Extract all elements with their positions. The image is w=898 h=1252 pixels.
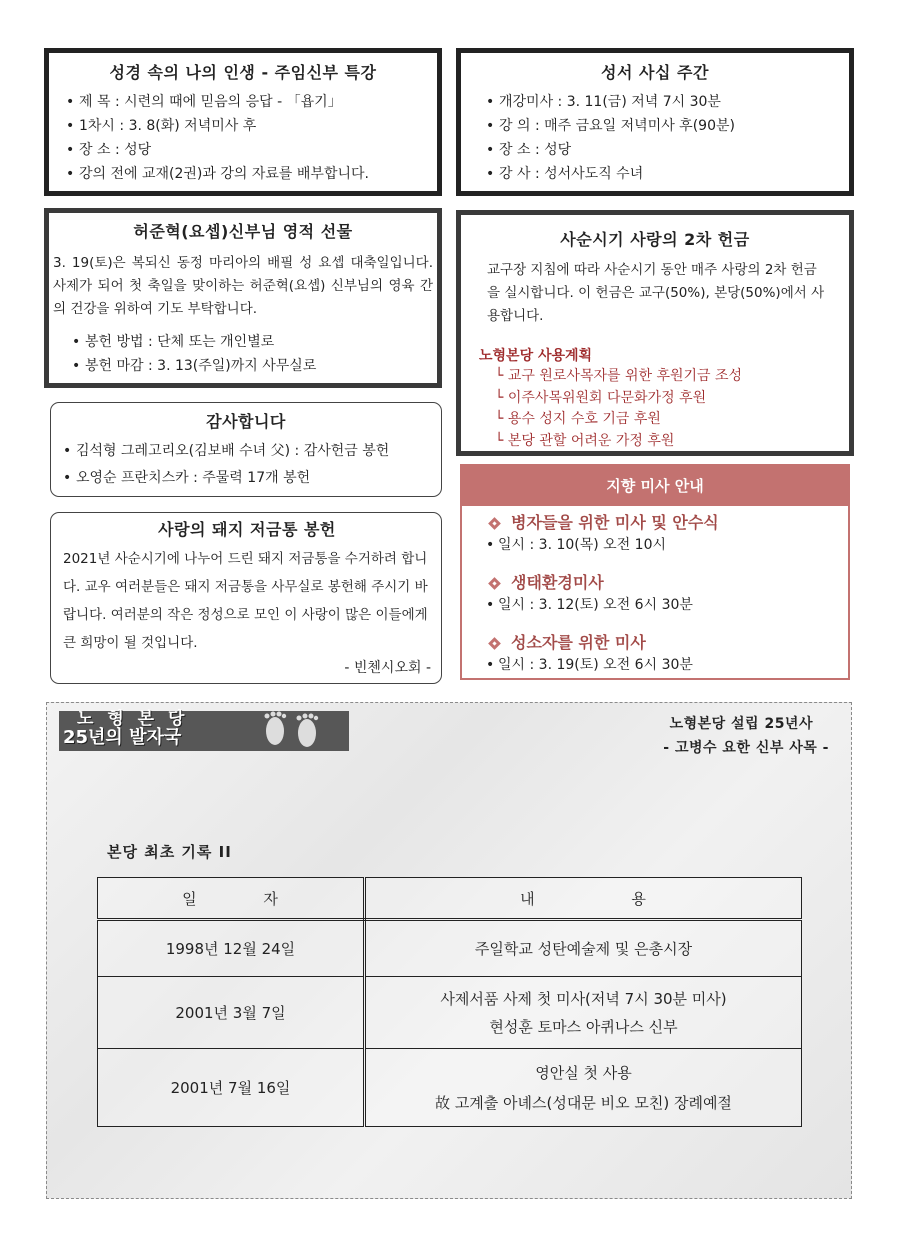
thanks-list	[76, 438, 441, 492]
footprints-icon	[257, 711, 327, 749]
history-table	[97, 877, 802, 1127]
mass-name: 병자들을 위한 미사 및 안수식	[511, 513, 719, 532]
list-item: • 봉헌 마감 : 3. 13(주일)까지 사무실로	[85, 354, 433, 378]
piggy-bank-box	[50, 512, 442, 684]
lent-offering-text: 교구장 지침에 따라 사순시기 동안 매주 사랑의 2차 헌금을 실시합니다. 이 헌금은 교구(50%), 본당(50%)에서 사용합니다.	[487, 262, 825, 324]
mass-list	[462, 506, 848, 676]
row-date: 2001년 7월 16일	[98, 1049, 365, 1127]
history-section	[46, 702, 852, 1199]
diamond-icon	[488, 577, 501, 590]
bible-week-title: 성서 사십 주간	[601, 63, 709, 82]
logo-line-2: 25년의 발자국	[63, 727, 182, 748]
mass-date: • 일시 : 3. 12(토) 오전 6시 30분	[462, 594, 848, 616]
list-item: • 장 소 : 성당	[79, 138, 437, 162]
list-item: • 강 의 : 매주 금요일 저녁미사 후(90분)	[499, 114, 849, 138]
list-item: └ 본당 관할 어려운 가정 후원	[495, 432, 675, 449]
list-item: └ 교구 원로사목자를 위한 후원기금 조성	[495, 368, 743, 384]
table-row	[98, 1049, 802, 1127]
lent-offering-title: 사순시기 사랑의 2차 헌금	[560, 230, 750, 249]
intention-mass-title: 지향 미사 안내	[462, 466, 848, 506]
table-row	[98, 977, 802, 1049]
plan-title: 노형본당 사용계획	[479, 348, 593, 364]
section-title: 본당 최초 기록 II	[107, 843, 232, 861]
piggy-bank-title: 사랑의 돼지 저금통 봉헌	[158, 520, 336, 539]
row-content-line: 주일학교 성탄예술제 및 은총시장	[474, 940, 693, 958]
header-content: 내 용	[365, 878, 802, 920]
list-item: • 강의 전에 교재(2권)과 강의 자료를 배부합니다.	[79, 162, 437, 186]
row-date: 2001년 3월 7일	[98, 977, 365, 1049]
row-content	[365, 977, 802, 1049]
thanks-title: 감사합니다	[206, 412, 286, 431]
lecture-box	[44, 48, 442, 196]
list-item: • 김석형 그레고리오(김보배 수녀 父) : 감사헌금 봉헌	[76, 438, 441, 465]
list-item	[488, 632, 848, 676]
row-content-line: 故 고계출 아녜스(성대문 비오 모친) 장례예절	[435, 1093, 732, 1112]
list-item: • 장 소 : 성당	[499, 138, 849, 162]
lent-offering-box	[456, 210, 854, 456]
list-item: └ 이주사목위원회 다문화가정 후원	[495, 389, 707, 406]
spiritual-gift-box	[44, 208, 442, 388]
list-item	[488, 572, 848, 616]
row-date: 1998년 12월 24일	[98, 920, 365, 977]
row-content	[365, 1049, 802, 1127]
series-title: 노형본당 설립 25년사	[669, 716, 813, 732]
diamond-icon	[488, 637, 501, 650]
spiritual-gift-list	[53, 330, 433, 378]
lecture-title: 성경 속의 나의 인생 - 주임신부 특강	[109, 63, 377, 82]
mass-name: 생태환경미사	[511, 573, 604, 592]
row-content-line: 사제서품 사제 첫 미사(저녁 7시 30분 미사)	[440, 989, 727, 1008]
list-item: • 1차시 : 3. 8(화) 저녁미사 후	[79, 114, 437, 138]
lecture-list	[79, 90, 437, 186]
list-item: • 제 목 : 시련의 때에 믿음의 응답 - 「욥기」	[79, 90, 437, 114]
list-item	[488, 512, 848, 556]
row-content-line: 현성훈 토마스 아퀴나스 신부	[489, 1017, 678, 1036]
list-item: • 개강미사 : 3. 11(금) 저녁 7시 30분	[499, 90, 849, 114]
list-item: • 강 사 : 성서사도직 수녀	[499, 162, 849, 186]
plan-list	[487, 366, 829, 452]
list-item: • 봉헌 방법 : 단체 또는 개인별로	[85, 330, 433, 354]
list-item: └ 용수 성지 수호 기금 후원	[495, 411, 661, 427]
thanks-box	[50, 402, 442, 497]
series-author: - 고병수 요한 신부 사목 -	[663, 740, 829, 756]
header-date: 일 자	[98, 878, 365, 920]
row-content-line: 영안실 첫 사용	[535, 1063, 632, 1082]
intention-mass-box	[460, 464, 850, 680]
diamond-icon	[488, 517, 501, 530]
piggy-bank-signature: - 빈첸시오회 -	[344, 660, 431, 676]
table-header	[98, 878, 802, 920]
table-row	[98, 920, 802, 977]
mass-date: • 일시 : 3. 10(목) 오전 10시	[462, 534, 848, 556]
spiritual-gift-title: 허준혁(요셉)신부님 영적 선물	[133, 222, 353, 241]
bible-week-box	[456, 48, 854, 196]
list-item: • 오영순 프란치스카 : 주물력 17개 봉헌	[76, 465, 441, 492]
spiritual-gift-text: 3. 19(토)은 복되신 동정 마리아의 배필 성 요셉 대축일입니다. 사제가 되어 첫 축일을 맞이하는 허준혁(요셉) 신부님의 영육 간의 건강을 위하여 기도 부탁합니다.	[53, 255, 433, 317]
mass-date: • 일시 : 3. 19(토) 오전 6시 30분	[462, 654, 848, 676]
bible-week-list	[499, 90, 849, 186]
mass-name: 성소자를 위한 미사	[511, 633, 646, 652]
piggy-bank-text: 2021년 사순시기에 나누어 드린 돼지 저금통을 수거하려 합니다. 교우 여러분들은 돼지 저금통을 사무실로 봉헌해 주시기 바랍니다. 여러분의 작은 정성으로 모인 이 사랑이 많은 이들에게 큰 희망이 될 것입니다.	[63, 551, 428, 651]
row-content	[365, 920, 802, 977]
logo-line-1: 노 형 본 당	[77, 709, 189, 729]
